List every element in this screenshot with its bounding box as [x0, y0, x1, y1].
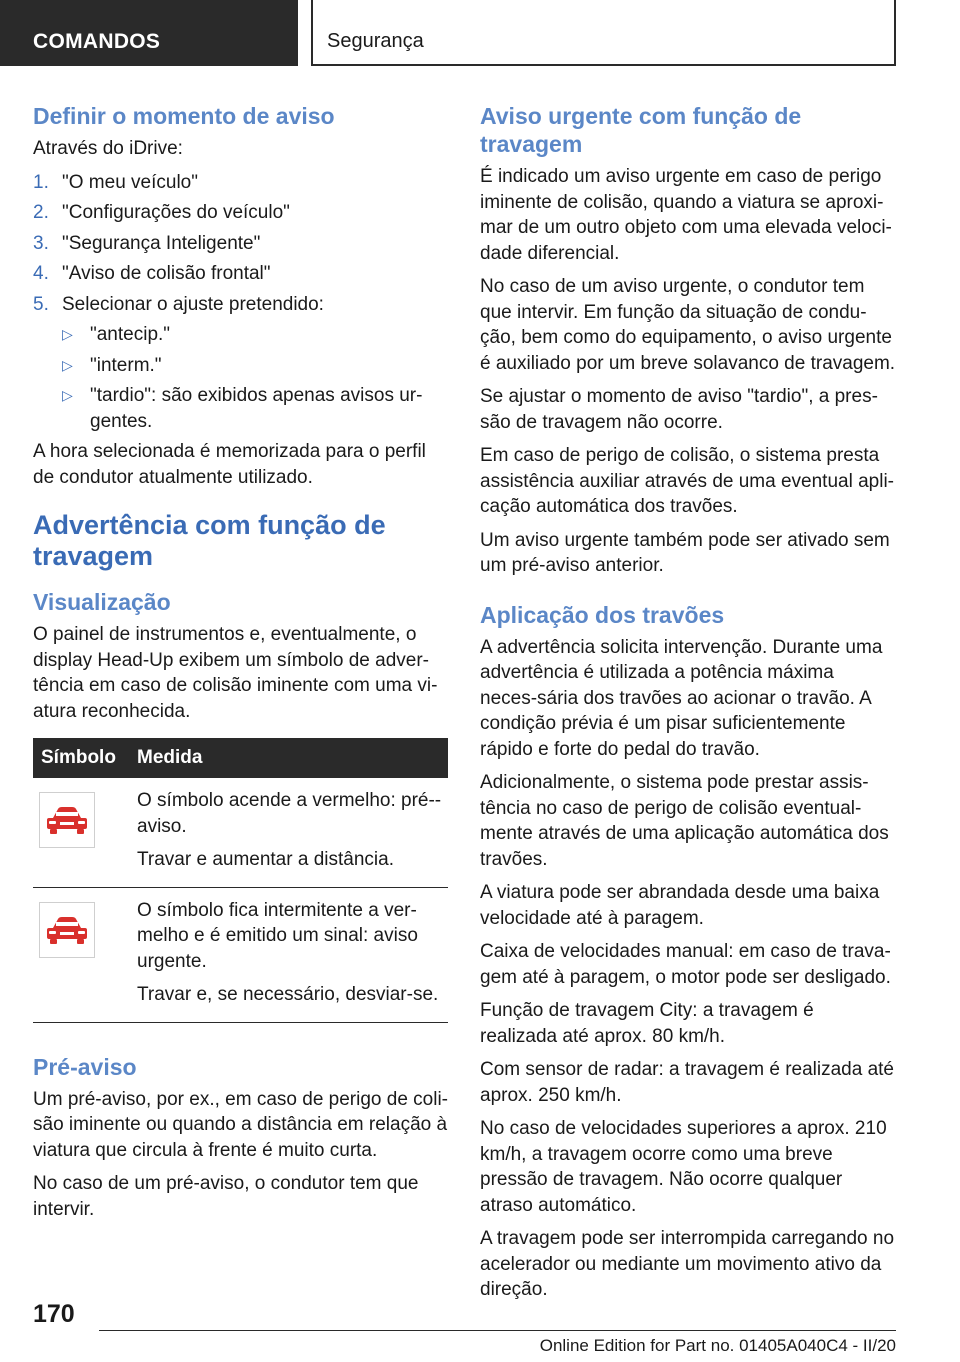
- step-number: 1.: [33, 171, 49, 193]
- symbol-cell: [33, 778, 137, 887]
- urgente-text: No caso de um aviso urgente, o condutor tem que intervir. Em função da situação de condu-ção, bem como do equipamento, o aviso urgente é auxiliado por um breve solavanco de travagem.: [480, 276, 896, 374]
- section-tab: COMANDOS: [0, 0, 298, 66]
- step-text: "Configurações do veículo": [62, 202, 290, 223]
- via-idrive-text: Através do iDrive:: [33, 138, 183, 159]
- urgente-text: Um aviso urgente também pode ser ativado sem um pré-aviso anterior.: [480, 529, 890, 576]
- page-number: 170: [33, 1300, 75, 1328]
- left-column: [33, 102, 448, 1230]
- aplicacao-text: Adicionalmente, o sistema pode prestar assis-tência no caso de perigo de colisão eventual-mente através de uma aplicação automática dos travões.: [480, 772, 889, 870]
- table-row: [33, 778, 448, 887]
- step-number: 3.: [33, 232, 49, 254]
- urgente-text: Se ajustar o momento de aviso "tardio", a pres-são de travagem não ocorre.: [480, 386, 878, 433]
- urgente-text: Em caso de perigo de colisão, o sistema presta assistência auxiliar através de uma eventual apli-cação automática dos travões.: [480, 445, 894, 517]
- aplicacao-text: No caso de velocidades superiores a aprox. 210 km/h, a travagem ocorre como uma breve pressão de travagem. Não ocorre qualquer atraso automático.: [480, 1118, 887, 1216]
- option-text: "antecip.": [90, 324, 171, 345]
- heading-aplicacao-travoes: Aplicação dos travões: [480, 601, 725, 628]
- step-item: [33, 231, 448, 257]
- measure-text: O símbolo fica intermitente a ver-melho e é emitido um sinal: aviso urgente.: [137, 899, 418, 972]
- step-number: 2.: [33, 202, 49, 223]
- urgente-text: É indicado um aviso urgente em caso de perigo iminente de colisão, quando a viatura se aproxi-mar de um outro objeto com uma elevada veloci-dade diferencial.: [480, 166, 892, 264]
- aplicacao-text: Caixa de velocidades manual: em caso de trava-gem até à paragem, o motor pode ser desligado.: [480, 941, 891, 988]
- option-item: [62, 322, 448, 348]
- step-text: "Segurança Inteligente": [62, 232, 261, 254]
- edition-note: Online Edition for Part no. 01405A040C4 - II/20: [539, 1336, 896, 1355]
- right-column: [480, 102, 896, 1311]
- heading-definir-momento: Definir o momento de aviso: [33, 103, 335, 129]
- triangle-right-icon: ▷: [62, 326, 73, 342]
- aplicacao-text: Função de travagem City: a travagem é realizada até aprox. 80 km/h.: [480, 1000, 814, 1047]
- steps-list: [33, 170, 448, 435]
- symbol-table: [33, 738, 448, 1023]
- step-number: 5.: [33, 293, 49, 315]
- measure-text: Travar e aumentar a distância.: [137, 849, 394, 870]
- measure-text: O símbolo acende a vermelho: pré--aviso.: [137, 790, 442, 837]
- car-collision-warning-icon: [39, 902, 95, 958]
- measure-cell: [137, 887, 448, 1022]
- triangle-right-icon: ▷: [62, 387, 73, 403]
- options-list: [62, 322, 448, 434]
- table-header-row: [33, 738, 448, 778]
- heading-visualizacao: Visualização: [33, 589, 171, 615]
- pre-aviso-text: Um pré-aviso, por ex., em caso de perigo de coli-são iminente ou quando a distância em relação à viatura que circula à frente é muito curta.: [33, 1088, 449, 1161]
- heading-pre-aviso: Pré-aviso: [33, 1053, 137, 1080]
- step-number: 4.: [33, 263, 49, 284]
- option-item: [62, 383, 448, 434]
- pre-aviso-text: No caso de um pré-aviso, o condutor tem que intervir.: [33, 1173, 419, 1220]
- heading-aviso-urgente: Aviso urgente com função de travagem: [480, 103, 802, 157]
- header-symbol: Símbolo: [33, 738, 137, 778]
- car-collision-warning-icon: [39, 792, 95, 848]
- measure-text: Travar e, se necessário, desviar-se.: [137, 984, 439, 1005]
- table-row: [33, 887, 448, 1022]
- header-measure: Medida: [137, 738, 448, 778]
- aplicacao-text: A viatura pode ser abrandada desde uma baixa velocidade até à paragem.: [480, 882, 880, 929]
- triangle-right-icon: ▷: [62, 356, 73, 373]
- option-item: [62, 353, 448, 379]
- step-text: "O meu veículo": [62, 171, 198, 193]
- aplicacao-text: A travagem pode ser interrompida carregando no acelerador ou mediante um movimento ativo da direção.: [480, 1228, 895, 1300]
- measure-cell: [137, 778, 448, 887]
- aplicacao-text: Com sensor de radar: a travagem é realizada até aprox. 250 km/h.: [480, 1059, 894, 1106]
- symbol-cell: [33, 887, 137, 1022]
- step-text: "Aviso de colisão frontal": [62, 263, 271, 284]
- step-item: [33, 292, 448, 435]
- aplicacao-text: A advertência solicita intervenção. Durante uma advertência é utilizada a potência máxima neces-sária dos travões ao acionar o travão. A condição prévia é um pisar suficientemente rápido e forte do pedal do travão.: [480, 636, 883, 760]
- option-text: "interm.": [90, 354, 162, 376]
- step-item: [33, 261, 448, 287]
- footer-divider: [99, 1330, 896, 1331]
- visualizacao-text: O painel de instrumentos e, eventualmente, o display Head-Up exibem um símbolo de adver-tência em caso de colisão iminente com uma vi-atura reconhecida.: [33, 624, 438, 722]
- chapter-title: Segurança: [311, 0, 896, 66]
- heading-advertencia: Advertência com função de travagem: [33, 510, 386, 571]
- step-item: [33, 170, 448, 196]
- step-item: [33, 200, 448, 226]
- hora-text: A hora selecionada é memorizada para o perfil de condutor atualmente utilizado.: [33, 441, 426, 488]
- option-text: "tardio": são exibidos apenas avisos ur-gentes.: [90, 385, 423, 432]
- step-text: Selecionar o ajuste pretendido:: [62, 293, 324, 315]
